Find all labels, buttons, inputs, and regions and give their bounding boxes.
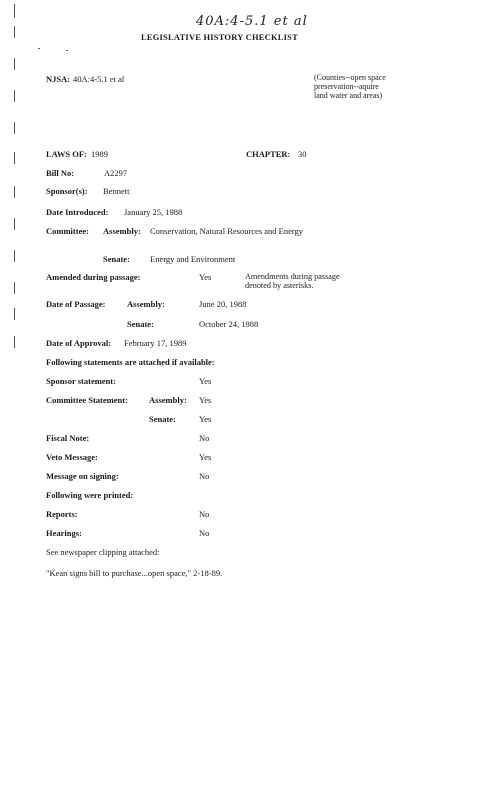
- committee-assembly-label: Assembly:: [103, 226, 141, 236]
- fiscal-note-value: No: [199, 433, 210, 443]
- committee-statement-senate-value: Yes: [199, 414, 212, 424]
- message-on-signing-value: No: [199, 471, 210, 481]
- date-of-approval-label: Date of Approval:: [46, 338, 112, 348]
- scan-speck: [38, 48, 40, 49]
- committee-label: Committee:: [46, 226, 89, 236]
- laws-of-value: 1989: [91, 149, 108, 159]
- scan-mark: [14, 152, 15, 164]
- date-of-passage-label: Date of Passage:: [46, 299, 106, 309]
- njsa-label: NJSA:: [46, 74, 71, 84]
- newspaper-clipping-title: "Kean signs bill to purchase...open space," 2-18-89.: [46, 568, 223, 578]
- veto-message-value: Yes: [199, 452, 212, 462]
- scan-mark: [14, 218, 15, 230]
- scan-mark: [14, 26, 15, 38]
- date-introduced-value: January 25, 1988: [124, 207, 183, 217]
- passage-assembly-value: June 20, 1988: [199, 299, 247, 309]
- hearings-label: Hearings:: [46, 528, 82, 538]
- following-printed-heading: Following were printed:: [46, 490, 134, 500]
- reports-label: Reports:: [46, 509, 78, 519]
- reports-value: No: [199, 509, 210, 519]
- page-title: LEGISLATIVE HISTORY CHECKLIST: [141, 32, 298, 42]
- hearings-value: No: [199, 528, 210, 538]
- passage-senate-value: October 24, 1988: [199, 319, 259, 329]
- scan-mark: [14, 250, 15, 262]
- scan-mark: [14, 308, 15, 320]
- committee-statement-assembly-label: Assembly:: [149, 395, 187, 405]
- amended-note: Amendments during passage denoted by asterisks.: [245, 272, 340, 290]
- message-on-signing-label: Message on signing:: [46, 471, 119, 481]
- newspaper-note: See newspaper clipping attached:: [46, 547, 160, 557]
- amended-label: Amended during passage:: [46, 272, 141, 282]
- njsa-value: 40A:4-5.1 et al: [73, 74, 125, 84]
- scan-mark: [14, 58, 15, 70]
- subject-note: (Counties--open space preservation--aquire land water and areas): [314, 73, 386, 100]
- amended-value: Yes: [199, 272, 212, 282]
- passage-senate-label: Senate:: [127, 319, 154, 329]
- sponsor-label: Sponsor(s):: [46, 186, 88, 196]
- date-introduced-label: Date Introduced:: [46, 207, 109, 217]
- committee-statement-label: Committee Statement:: [46, 395, 128, 405]
- date-of-approval-value: February 17, 1989: [124, 338, 187, 348]
- committee-assembly-value: Conservation, Natural Resources and Energy: [150, 226, 304, 236]
- veto-message-label: Veto Message:: [46, 452, 98, 462]
- scan-mark: [14, 90, 15, 102]
- committee-senate-value: Energy and Environment: [150, 254, 236, 264]
- scan-mark: [14, 336, 15, 348]
- scan-mark: [14, 4, 15, 18]
- scan-mark: [14, 282, 15, 294]
- chapter-label: CHAPTER:: [246, 149, 291, 159]
- sponsor-value: Bennett: [103, 186, 130, 196]
- following-attached-heading: Following statements are attached if available:: [46, 357, 215, 367]
- fiscal-note-label: Fiscal Note:: [46, 433, 90, 443]
- scan-mark: [14, 186, 15, 198]
- committee-statement-senate-label: Senate:: [149, 414, 176, 424]
- committee-statement-assembly-value: Yes: [199, 395, 212, 405]
- scan-mark: [14, 122, 15, 134]
- committee-senate-label: Senate:: [103, 254, 130, 264]
- chapter-value: 30: [298, 149, 307, 159]
- handwritten-annotation: 40A:4-5.1 et al: [196, 14, 308, 29]
- bill-no-label: Bill No:: [46, 168, 75, 178]
- sponsor-statement-label: Sponsor statement:: [46, 376, 116, 386]
- passage-assembly-label: Assembly:: [127, 299, 165, 309]
- laws-of-label: LAWS OF:: [46, 149, 87, 159]
- bill-no-value: A2297: [104, 168, 128, 178]
- scan-speck: [66, 50, 68, 51]
- sponsor-statement-value: Yes: [199, 376, 212, 386]
